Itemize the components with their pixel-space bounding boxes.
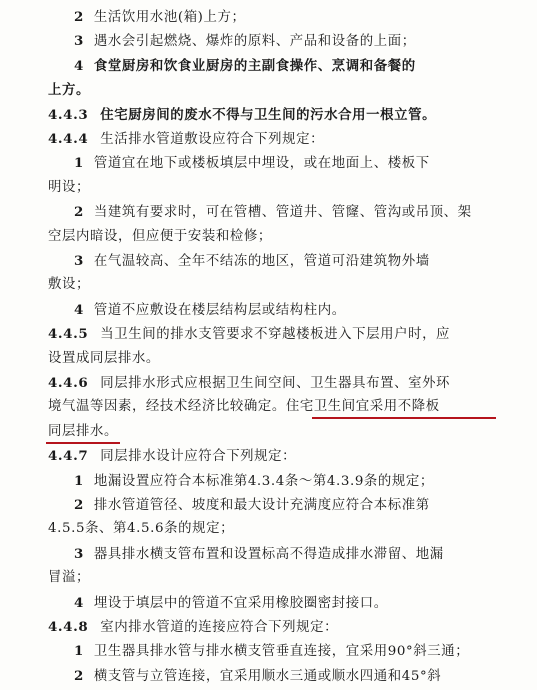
list-item <box>74 154 494 173</box>
item-text: 境气温等因素，经技术经济比较确定。住宅卫生间宜采用不降板 <box>48 399 440 415</box>
list-item <box>74 57 494 75</box>
clause-number: 4.4.5 <box>48 326 89 343</box>
list-item <box>74 8 494 27</box>
list-item <box>74 545 494 564</box>
continuation-line <box>48 423 494 441</box>
item-text: 卫生器具排水管与排水横支管垂直连接，宜采用90°斜三通； <box>93 644 470 660</box>
clause-text: 同层排水形式应根据卫生间空间、卫生器具布置、室外环 <box>100 376 451 391</box>
continuation-line <box>48 228 494 246</box>
item-text: 排水管道管径、坡度和最大设计充满度应符合本标准第 <box>93 498 430 513</box>
clause-4-4-3 <box>48 106 494 124</box>
item-text: 在气温较高、全年不结冻的地区，管道可沿建筑物外墙 <box>93 254 430 269</box>
list-item <box>74 472 494 491</box>
item-text: 食堂厨房和饮食业厨房的主副食操作、烹调和备餐的 <box>93 57 416 74</box>
continuation-line <box>48 81 494 99</box>
item-text: 敷设； <box>48 277 90 293</box>
item-number: 4 <box>74 594 84 611</box>
item-text: 生活饮用水池(箱)上方； <box>93 10 246 25</box>
clause-4-4-4 <box>48 130 494 149</box>
clause-number: 4.4.4 <box>48 131 89 147</box>
item-text: 上方。 <box>48 82 90 99</box>
continuation-line <box>48 398 494 416</box>
item-text: 遇水会引起燃烧、爆炸的原料、产品和设备的上面； <box>93 34 416 50</box>
clause-text: 同层排水设计应符合下列规定： <box>100 449 297 465</box>
item-text: 横支管与立管连接，宜采用顺水三通或顺水四通和45°斜 <box>93 668 442 684</box>
clause-text: 生活排水管道敷设应符合下列规定： <box>100 132 325 147</box>
item-text: 设置成同层排水。 <box>48 350 160 366</box>
item-text: 空层内暗设，但应便于安装和检修； <box>48 228 272 244</box>
continuation-line <box>48 569 494 587</box>
item-number: 1 <box>74 643 84 660</box>
clause-number: 4.4.6 <box>48 375 89 391</box>
list-item <box>74 301 494 320</box>
item-text: 器具排水横支管布置和设置标高不得造成排水滞留、地漏 <box>93 546 444 562</box>
item-text: 冒溢； <box>48 570 90 586</box>
clause-number: 4.4.3 <box>48 106 89 123</box>
item-number: 1 <box>74 472 84 489</box>
list-item <box>74 594 494 613</box>
clause-number: 4.4.7 <box>48 448 89 465</box>
list-item <box>74 496 494 515</box>
clause-text: 室内排水管道的连接应符合下列规定： <box>100 620 339 635</box>
clause-4-4-5 <box>48 325 494 344</box>
item-number: 2 <box>74 204 84 221</box>
item-number: 2 <box>74 9 84 25</box>
item-number: 3 <box>74 33 84 50</box>
item-number: 1 <box>74 155 84 172</box>
item-text: 地漏设置应符合本标准第4.3.4条～第4.3.9条的规定； <box>93 473 434 489</box>
clause-text: 当卫生间的排水支管要求不穿越楼板进入下层用户时，应 <box>100 327 451 343</box>
continuation-line <box>48 520 494 538</box>
item-text: 管道不应敷设在楼层结构层或结构柱内。 <box>93 302 346 318</box>
list-item <box>74 642 494 661</box>
item-text: 4.5.5条、第4.5.6条的规定； <box>48 521 235 537</box>
continuation-line <box>48 179 494 197</box>
item-number: 3 <box>74 253 84 269</box>
clause-4-4-6 <box>48 374 494 393</box>
item-number: 4 <box>74 57 84 74</box>
red-underline-mark <box>312 417 496 419</box>
list-item <box>74 252 494 271</box>
list-item <box>74 667 494 686</box>
item-number: 4 <box>74 301 84 318</box>
item-number: 2 <box>74 497 84 513</box>
item-text: 同层排水。 <box>48 423 118 439</box>
item-number: 2 <box>74 667 84 684</box>
item-number: 3 <box>74 545 84 562</box>
item-text: 管道宜在地下或楼板填层中埋设，或在地面上、楼板下 <box>93 156 430 172</box>
red-underline-mark <box>46 442 120 444</box>
list-item <box>74 32 494 51</box>
clause-4-4-8 <box>48 618 494 637</box>
continuation-line <box>48 350 494 368</box>
clause-text: 住宅厨房间的废水不得与卫生间的污水合用一根立管。 <box>100 106 437 123</box>
item-text: 埋设于填层中的管道不宜采用橡胶圈密封接口。 <box>93 595 388 611</box>
clause-number: 4.4.8 <box>48 619 89 635</box>
list-item <box>74 203 494 222</box>
item-text: 明设； <box>48 179 90 195</box>
continuation-line <box>48 276 494 294</box>
item-text: 当建筑有要求时，可在管槽、管道井、管窿、管沟或吊顶、架 <box>93 205 472 221</box>
clause-4-4-7 <box>48 447 494 466</box>
